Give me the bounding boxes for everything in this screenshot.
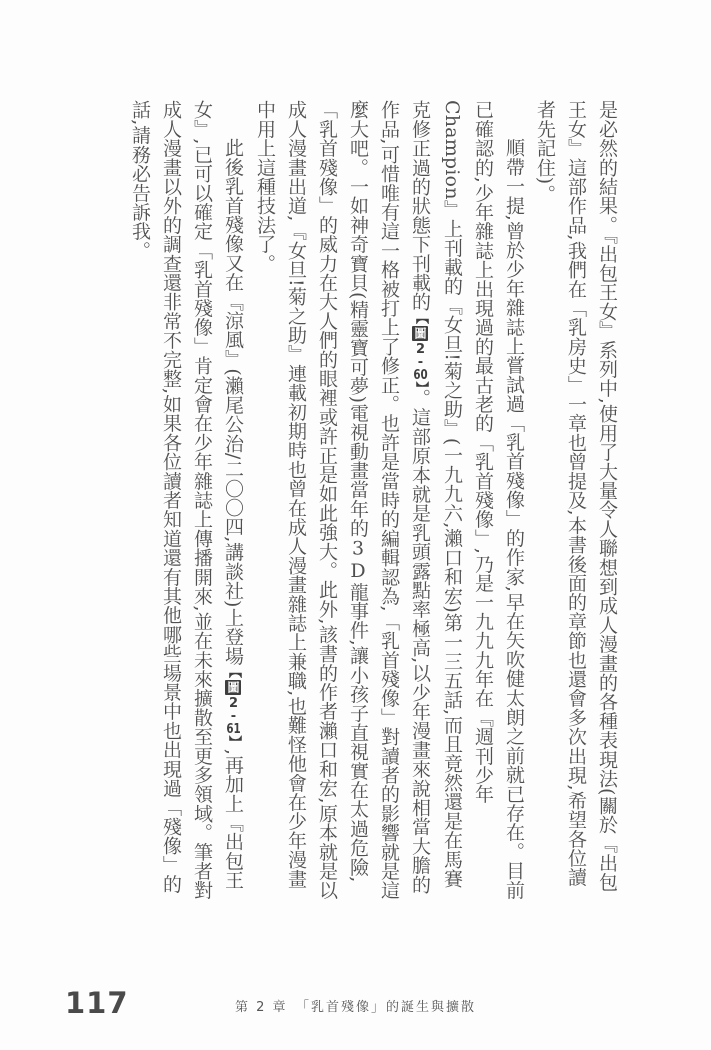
upright-ascii-text: 3D	[347, 537, 369, 583]
paragraph-2: 順帶一提,曾於少年雜誌上嘗試過「乳首殘像」的作家,早在矢吹健太朗之前就已存在。目前已確認的,少年雜誌上出現過的最古老的「乳首殘像」,乃是一九九九年在『週刊少年Champion』上刊載的『女旦!菊之助』(一九九六,瀨口和宏)第一三五話,而且竟然還是在馬賽克修正過的狀態下刊載的【圖2-60】。這部原本就是乳頭露點率極高,以少年漫畫來說相當大膽的作品,可惜唯有這一格被打上了修正。也許是當時的編輯認為,「乳首殘像」對讀者的影響就是這麼大吧。一如神奇寶貝(精靈寶可夢)電視動畫當年的3D龍事件,讓小孩子直視實在太過危險,「乳首殘像」的威力在大人們的眼裡或許正是如此強大。此外,該書的作者瀨口和宏,原本就是以成人漫畫出道,『女旦!菊之助』連載初期時也曾在成人漫畫雜誌上兼職,也難怪他會在少年漫畫中用上這種技法了。	[254, 100, 525, 900]
body-text	[124, 100, 622, 900]
paragraph-3: 此後乳首殘像又在『涼風』(瀨尾公治/二〇〇四,講談社)上登場【圖2-61】,再加上『出包王女』,已可以確定「乳首殘像」肯定會在少年雜誌上傳播開來,並在未來擴散至更多領域。筆者對成人漫畫以外的調查還非常不完整,如果各位讀者知道還有其他哪些場景中也出現過「殘像」的話,請務必告訴我。	[129, 100, 244, 900]
figure-reference-2-60: 【圖2-60】	[413, 311, 428, 389]
figure-reference-2-61: 【圖2-61】	[226, 665, 241, 749]
figure-label-icon: 圖	[226, 681, 240, 694]
figure-label-icon: 圖	[413, 327, 427, 340]
chapter-footer-title: 第 2 章 「乳首殘像」的誕生與擴散	[234, 1000, 477, 1015]
page-number: 117	[65, 986, 129, 1020]
paragraph-1: 是必然的結果。『出包王女』系列中,使用了大量令人聯想到成人漫畫的各種表現法(關於『出包王女』這部作品,我們在「乳房史」一章也曾提及,本書後面的章節也還會多次出現,希望各位讀者先記住)。	[534, 100, 618, 892]
rotated-latin-text: Champion	[441, 100, 463, 200]
